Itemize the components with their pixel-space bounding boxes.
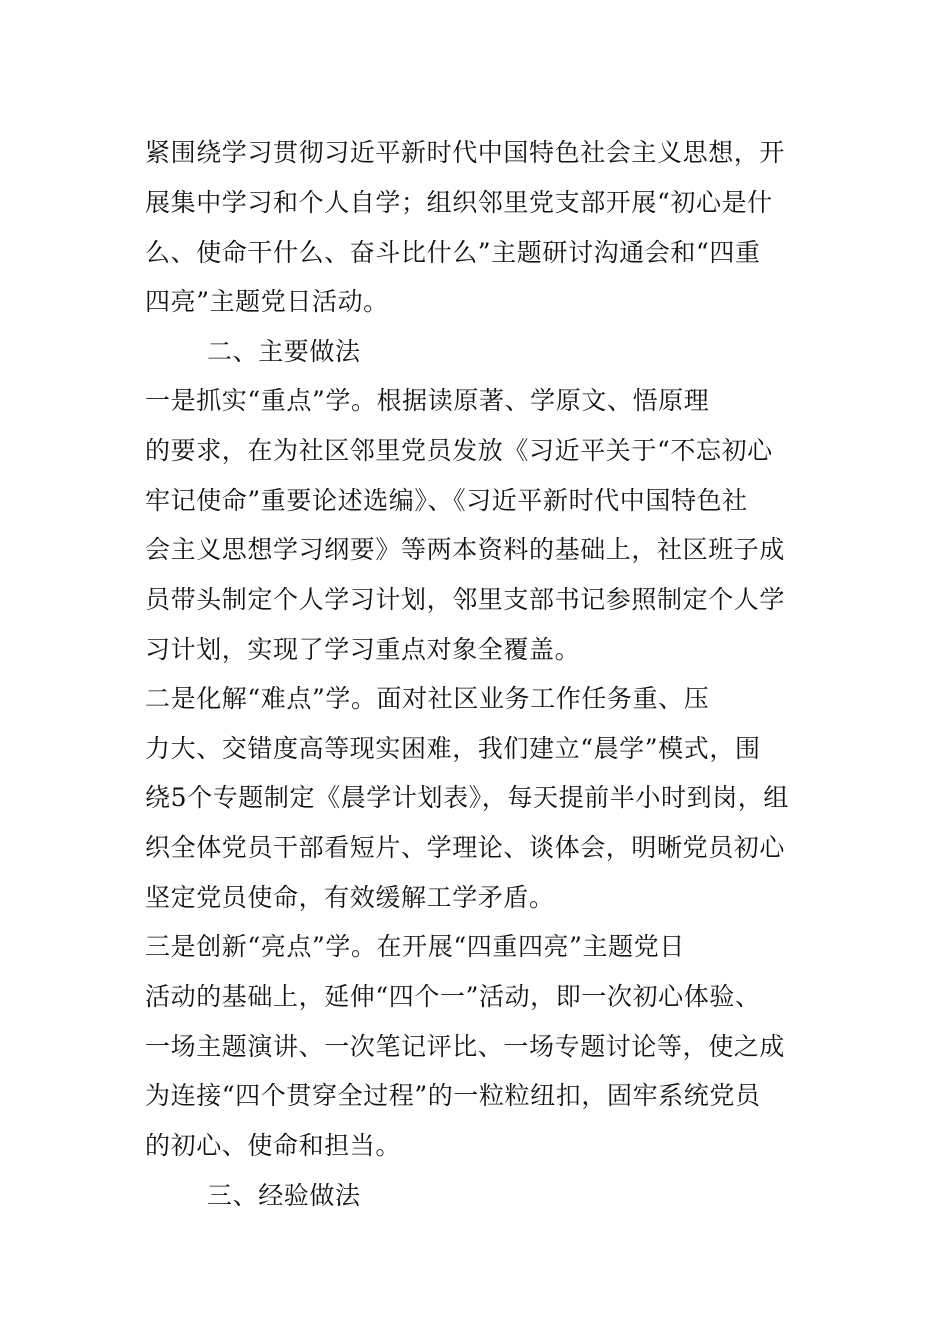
text-line: 织全体党员干部看短片、学理论、谈体会，明晰党员初心 — [145, 833, 786, 862]
text-line: 力大、交错度高等现实困难，我们建立“晨学”模式，围 — [145, 734, 761, 763]
text-line: 三是创新“亮点”学。在开展“四重四亮”主题党日 — [145, 932, 685, 961]
text-line: 么、使命干什么、奋斗比什么”主题研讨沟通会和“四重 — [145, 238, 761, 267]
text-line: 员带头制定个人学习计划，邻里支部书记参照制定个人学 — [145, 585, 786, 614]
text-line: 展集中学习和个人自学；组织邻里党支部开展“初心是什 — [145, 188, 773, 217]
text-line: 坚定党员使命，有效缓解工学矛盾。 — [145, 883, 555, 912]
text-line: 一场主题演讲、一次笔记评比、一场专题讨论等，使之成 — [145, 1032, 786, 1061]
text-line: 习计划，实现了学习重点对象全覆盖。 — [145, 635, 581, 664]
text-line: 牢记使命”重要论述选编》、《习近平新时代中国特色社 — [145, 486, 748, 515]
section-heading: 二、主要做法 — [207, 337, 361, 366]
section-heading: 三、经验做法 — [207, 1181, 361, 1210]
text-line: 绕5个专题制定《晨学计划表》，每天提前半小时到岗，组 — [145, 783, 790, 812]
text-line: 为连接“四个贯穿全过程”的一粒粒纽扣，固牢系统党员 — [145, 1081, 761, 1110]
text-line: 的要求，在为社区邻里党员发放《习近平关于“不忘初心 — [145, 436, 773, 465]
text-line: 紧围绕学习贯彻习近平新时代中国特色社会主义思想，开 — [145, 138, 786, 167]
text-line: 的初心、使命和担当。 — [145, 1131, 402, 1160]
text-line: 活动的基础上，延伸“四个一”活动，即一次初心体验、 — [145, 982, 761, 1011]
text-line: 四亮”主题党日活动。 — [145, 287, 389, 316]
text-line: 会主义思想学习纲要》等两本资料的基础上，社区班子成 — [145, 535, 786, 564]
text-line: 二是化解“难点”学。面对社区业务工作任务重、压 — [145, 684, 710, 713]
text-line: 一是抓实“重点”学。根据读原著、学原文、悟原理 — [145, 386, 710, 415]
